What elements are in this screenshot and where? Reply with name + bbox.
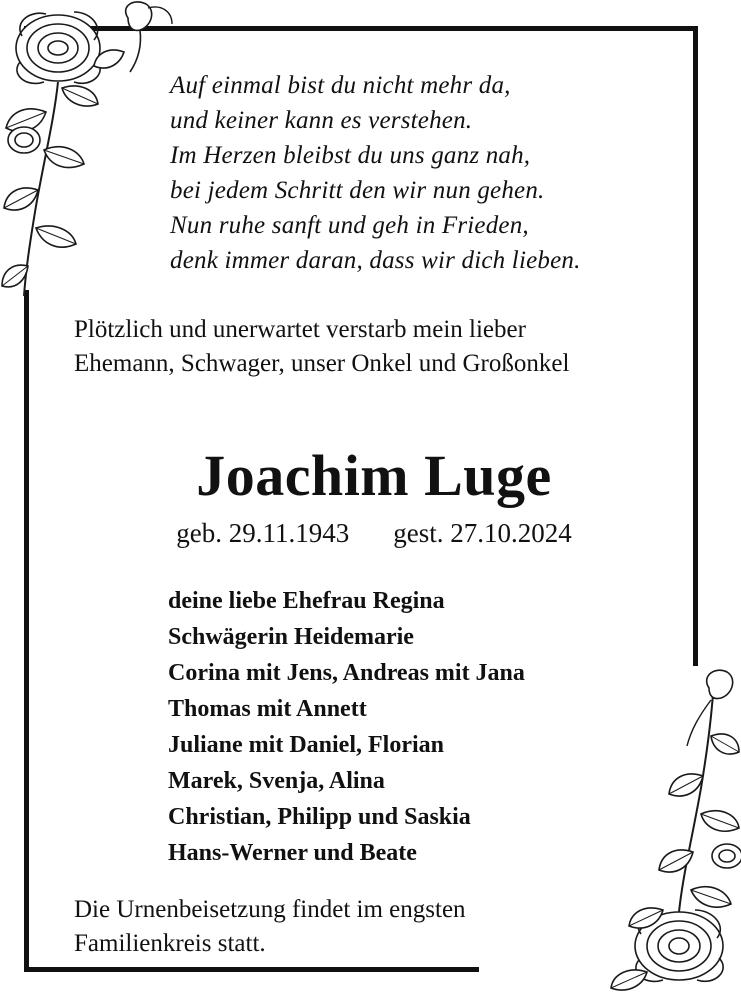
poem-line: denk immer daran, dass wir dich lieben. xyxy=(170,247,581,274)
poem-line: Im Herzen bleibst du uns ganz nah, xyxy=(170,142,531,169)
family-line: Juliane mit Daniel, Florian xyxy=(168,732,444,758)
family-line: Marek, Svenja, Alina xyxy=(168,768,385,794)
family-line: Schwägerin Heidemarie xyxy=(168,624,414,650)
birth-date: geb. 29.11.1943 xyxy=(176,518,350,548)
poem-line: Nun ruhe sanft und geh in Frieden, xyxy=(170,212,529,239)
poem-line: und keiner kann es verstehen. xyxy=(170,107,473,134)
family-list xyxy=(168,583,688,871)
family-line: Corina mit Jens, Andreas mit Jana xyxy=(168,660,525,686)
death-date: gest. 27.10.2024 xyxy=(393,518,572,548)
family-line: Thomas mit Annett xyxy=(168,696,367,722)
intro-text: Plötzlich und unerwartet verstarb mein lieber Ehemann, Schwager, unser Onkel und Großonkel xyxy=(74,316,570,377)
poem-line: bei jedem Schritt den wir nun gehen. xyxy=(170,177,545,204)
family-line: deine liebe Ehefrau Regina xyxy=(168,588,445,614)
life-dates xyxy=(74,518,674,549)
funeral-info: Die Urnenbeisetzung findet im engsten Familienkreis statt. xyxy=(74,896,466,957)
memorial-poem xyxy=(170,68,690,278)
deceased-name: Joachim Luge xyxy=(196,443,552,508)
family-line: Christian, Philipp und Saskia xyxy=(168,804,471,830)
poem-line: Auf einmal bist du nicht mehr da, xyxy=(170,72,511,99)
family-line: Hans-Werner und Beate xyxy=(168,840,417,866)
